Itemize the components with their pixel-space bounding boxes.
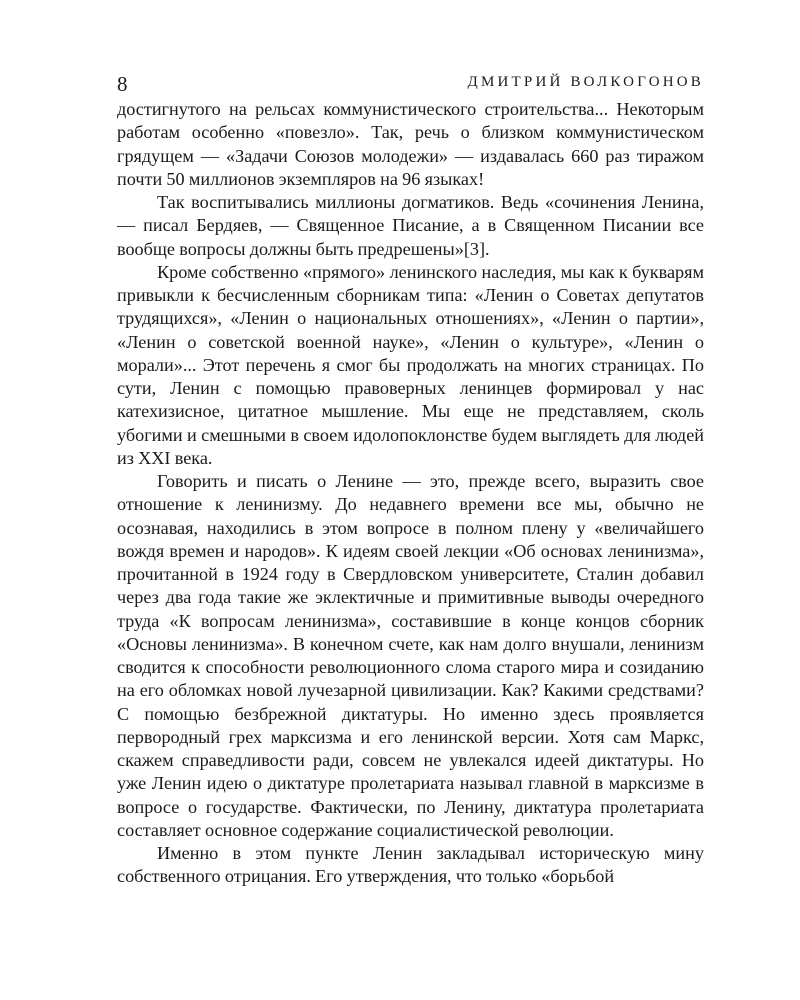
- body-text: [117, 98, 704, 889]
- page-number: 8: [117, 72, 128, 96]
- paragraph: Кроме собственно «прямого» ленинского наследия, мы как к букварям привыкли к бесчисленным сборникам типа: «Ленин о Советах депутатов трудящихся», «Ленин о национальных отношениях», «Ленин о партии», «Ленин о советской военной науке», «Ленин о культуре», «Ленин о морали»... Этот перечень я смог бы продолжать на многих страницах. По сути, Ленин с помощью правоверных ленинцев формировал у нас катехизисное, цитатное мышление. Мы еще не представляем, сколь убогими и смешными в своем идолопоклонстве будем выглядеть для людей из XXI века.: [117, 261, 704, 468]
- paragraph: Говорить и писать о Ленине — это, прежде всего, выразить свое отношение к ленинизму. До недавнего времени все мы, обычно не осознавая, находились в этом вопросе в полном плену у «величайшего вождя времен и народов». К идеям своей лекции «Об основах ленинизма», прочитанной в 1924 году в Свердловском университете, Сталин добавил через два года такие же эклектичные и примитивные выводы очередного труда «К вопросам ленинизма», составившие в конце концов сборник «Основы ленинизма». В конечном счете, как нам долго внушали, ленинизм сводится к способности революционного слома старого мира и созиданию на его обломках новой лучезарной цивилизации. Как? Какими средствами? С помощью безбрежной диктатуры. Но именно здесь проявляется первородный грех марксизма и его ленинской версии. Хотя сам Маркс, скажем справедливости ради, совсем не увлекался идеей диктатуры. Но уже Ленин идею о диктатуре пролетариата называл главной в марксизме в вопросе о государстве. Фактически, по Ленину, диктатура пролетариата составляет основное содержание социалистической революции.: [117, 471, 704, 840]
- paragraph: Именно в этом пункте Ленин закладывал историческую мину собственного отрицания. Его утверждения, что только «борьбой: [117, 843, 704, 887]
- paragraph-continued: достигнутого на рельсах коммунистического строительства... Некоторым работам особенно «повезло». Так, речь о близком коммунистическом грядущем — «Задачи Союзов молодежи» — издавалась 660 раз тиражом почти 50 миллионов экземпляров на 96 языках!: [117, 99, 704, 189]
- running-head: [117, 68, 704, 96]
- running-title: ДМИТРИЙ ВОЛКОГОНОВ: [467, 74, 704, 90]
- paragraph: Так воспитывались миллионы догматиков. Ведь «сочинения Ленина, — писал Бердяев, — Священное Писание, а в Священном Писании все вообще вопросы должны быть предрешены»[3].: [117, 192, 704, 259]
